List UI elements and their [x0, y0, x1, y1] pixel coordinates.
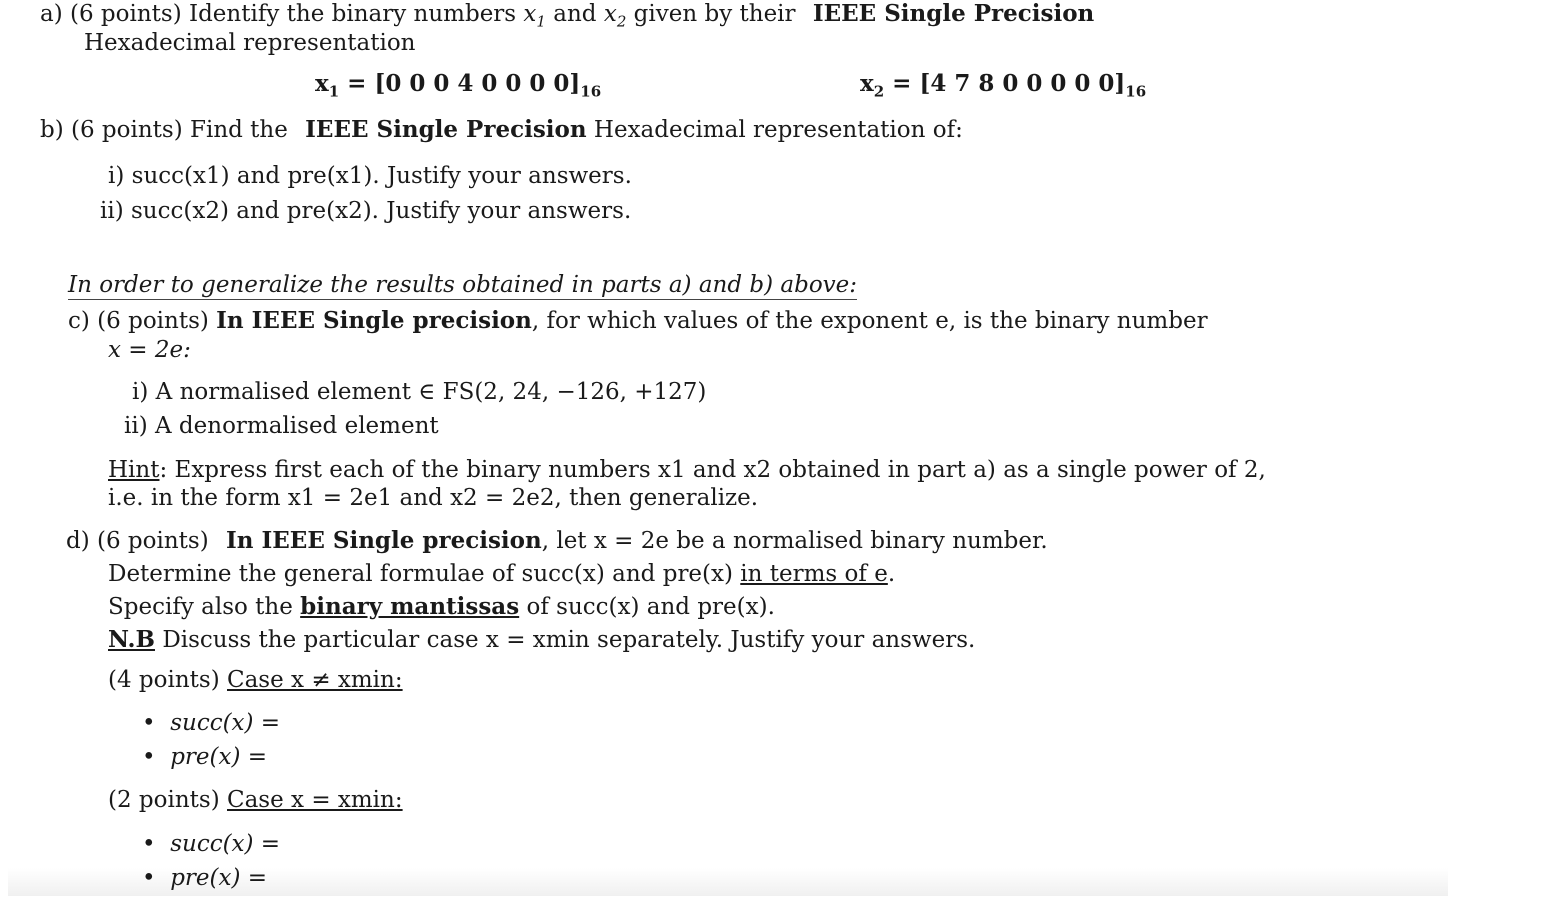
part-d-nb — [108, 626, 975, 654]
bullet-icon: • — [142, 710, 156, 736]
part-a-text: Identify the binary numbers — [189, 1, 517, 27]
bullet-icon: • — [142, 865, 156, 891]
part-b-item-ii: ii) succ(x2) and pre(x2). Justify your answers. — [100, 198, 632, 224]
part-a-x1: $x_1$ — [523, 1, 546, 31]
case2-label: Case x = xmin: — [227, 787, 403, 813]
part-b-heading — [40, 116, 963, 144]
bullet-icon: • — [142, 744, 156, 770]
hint-label: Hint — [108, 457, 160, 483]
part-a-and: and — [553, 1, 597, 27]
part-b-label: b) — [40, 117, 64, 143]
case1-label: Case x ≠ xmin: — [227, 667, 403, 693]
part-d-label: d) — [66, 528, 90, 554]
bullet-icon: • — [142, 831, 156, 857]
nb-label: N.B — [108, 626, 155, 653]
part-d-line2: Determine the general formulae of succ(x) and pre(x) in terms of e. — [108, 561, 896, 587]
binary-mantissas: binary mantissas — [300, 593, 520, 620]
part-c-line2: x = 2e: — [108, 337, 191, 363]
part-a-line2: Hexadecimal representation — [84, 30, 416, 56]
part-b-ieee: IEEE Single Precision — [305, 116, 587, 143]
part-c-item-ii: ii) A denormalised element — [124, 413, 439, 439]
part-a-points: (6 points) — [70, 1, 182, 27]
case1-pre: • pre(x) = — [142, 744, 268, 770]
equation-x2: $x_2 = [4$ 7 8 0 0 0 0 $0]_{16}$ — [860, 70, 1147, 101]
part-d-heading — [66, 527, 1048, 555]
part-c-bold: In IEEE Single precision — [216, 307, 532, 334]
part-b-item-i: i) succ(x1) and pre(x1). Justify your answers. — [108, 163, 632, 189]
part-c-text: , for which values of the exponent e, is the binary number — [531, 308, 1208, 334]
part-c-heading — [68, 307, 1208, 335]
part-a-x2: $x_2$ — [603, 1, 627, 31]
part-a-label: a) — [40, 1, 63, 27]
part-a-given: given by their — [633, 1, 796, 27]
part-d-line3: Specify also the binary mantissas of succ(x) and pre(x). — [108, 593, 775, 620]
case2-heading: (2 points) Case x = xmin: — [108, 787, 403, 813]
part-d-bold: In IEEE Single precision — [226, 527, 542, 554]
case1-succ: • succ(x) = — [142, 710, 281, 736]
part-b-text2: Hexadecimal representation of: — [593, 117, 963, 143]
hint-text: : Express first each of the binary numbers x1 and x2 obtained in part a) as a single power of 2, — [159, 457, 1266, 483]
case2-pre: • pre(x) = — [142, 865, 268, 891]
part-d-text: , let x = 2e be a normalised binary number. — [541, 528, 1048, 554]
in-terms-of-e: in terms of e — [740, 561, 888, 587]
part-c-item-i: i) A normalised element ∈ FS(2, 24, −126, +127) — [132, 379, 707, 405]
case1-heading: (4 points) Case x ≠ xmin: — [108, 667, 403, 693]
part-a-ieee: IEEE Single Precision — [812, 0, 1095, 27]
part-c-hint-line2: i.e. in the form x1 = 2e1 and x2 = 2e2, then generalize. — [108, 485, 759, 511]
part-d-points: (6 points) — [97, 528, 209, 554]
nb-text: Discuss the particular case x = xmin separately. Justify your answers. — [162, 627, 976, 653]
case2-succ: • succ(x) = — [142, 831, 281, 857]
part-b-points: (6 points) — [71, 117, 183, 143]
part-b-text: Find the — [190, 117, 288, 143]
part-c-label: c) — [68, 308, 90, 334]
part-a-heading — [40, 0, 1095, 31]
equation-x1: $x_1 = [0$ 0 0 4 0 0 0 $0]_{16}$ — [315, 70, 602, 101]
part-c-points: (6 points) — [97, 308, 209, 334]
generalize-line: In order to generalize the results obtained in parts a) and b) above: — [68, 272, 858, 298]
part-c-hint — [108, 456, 1266, 484]
